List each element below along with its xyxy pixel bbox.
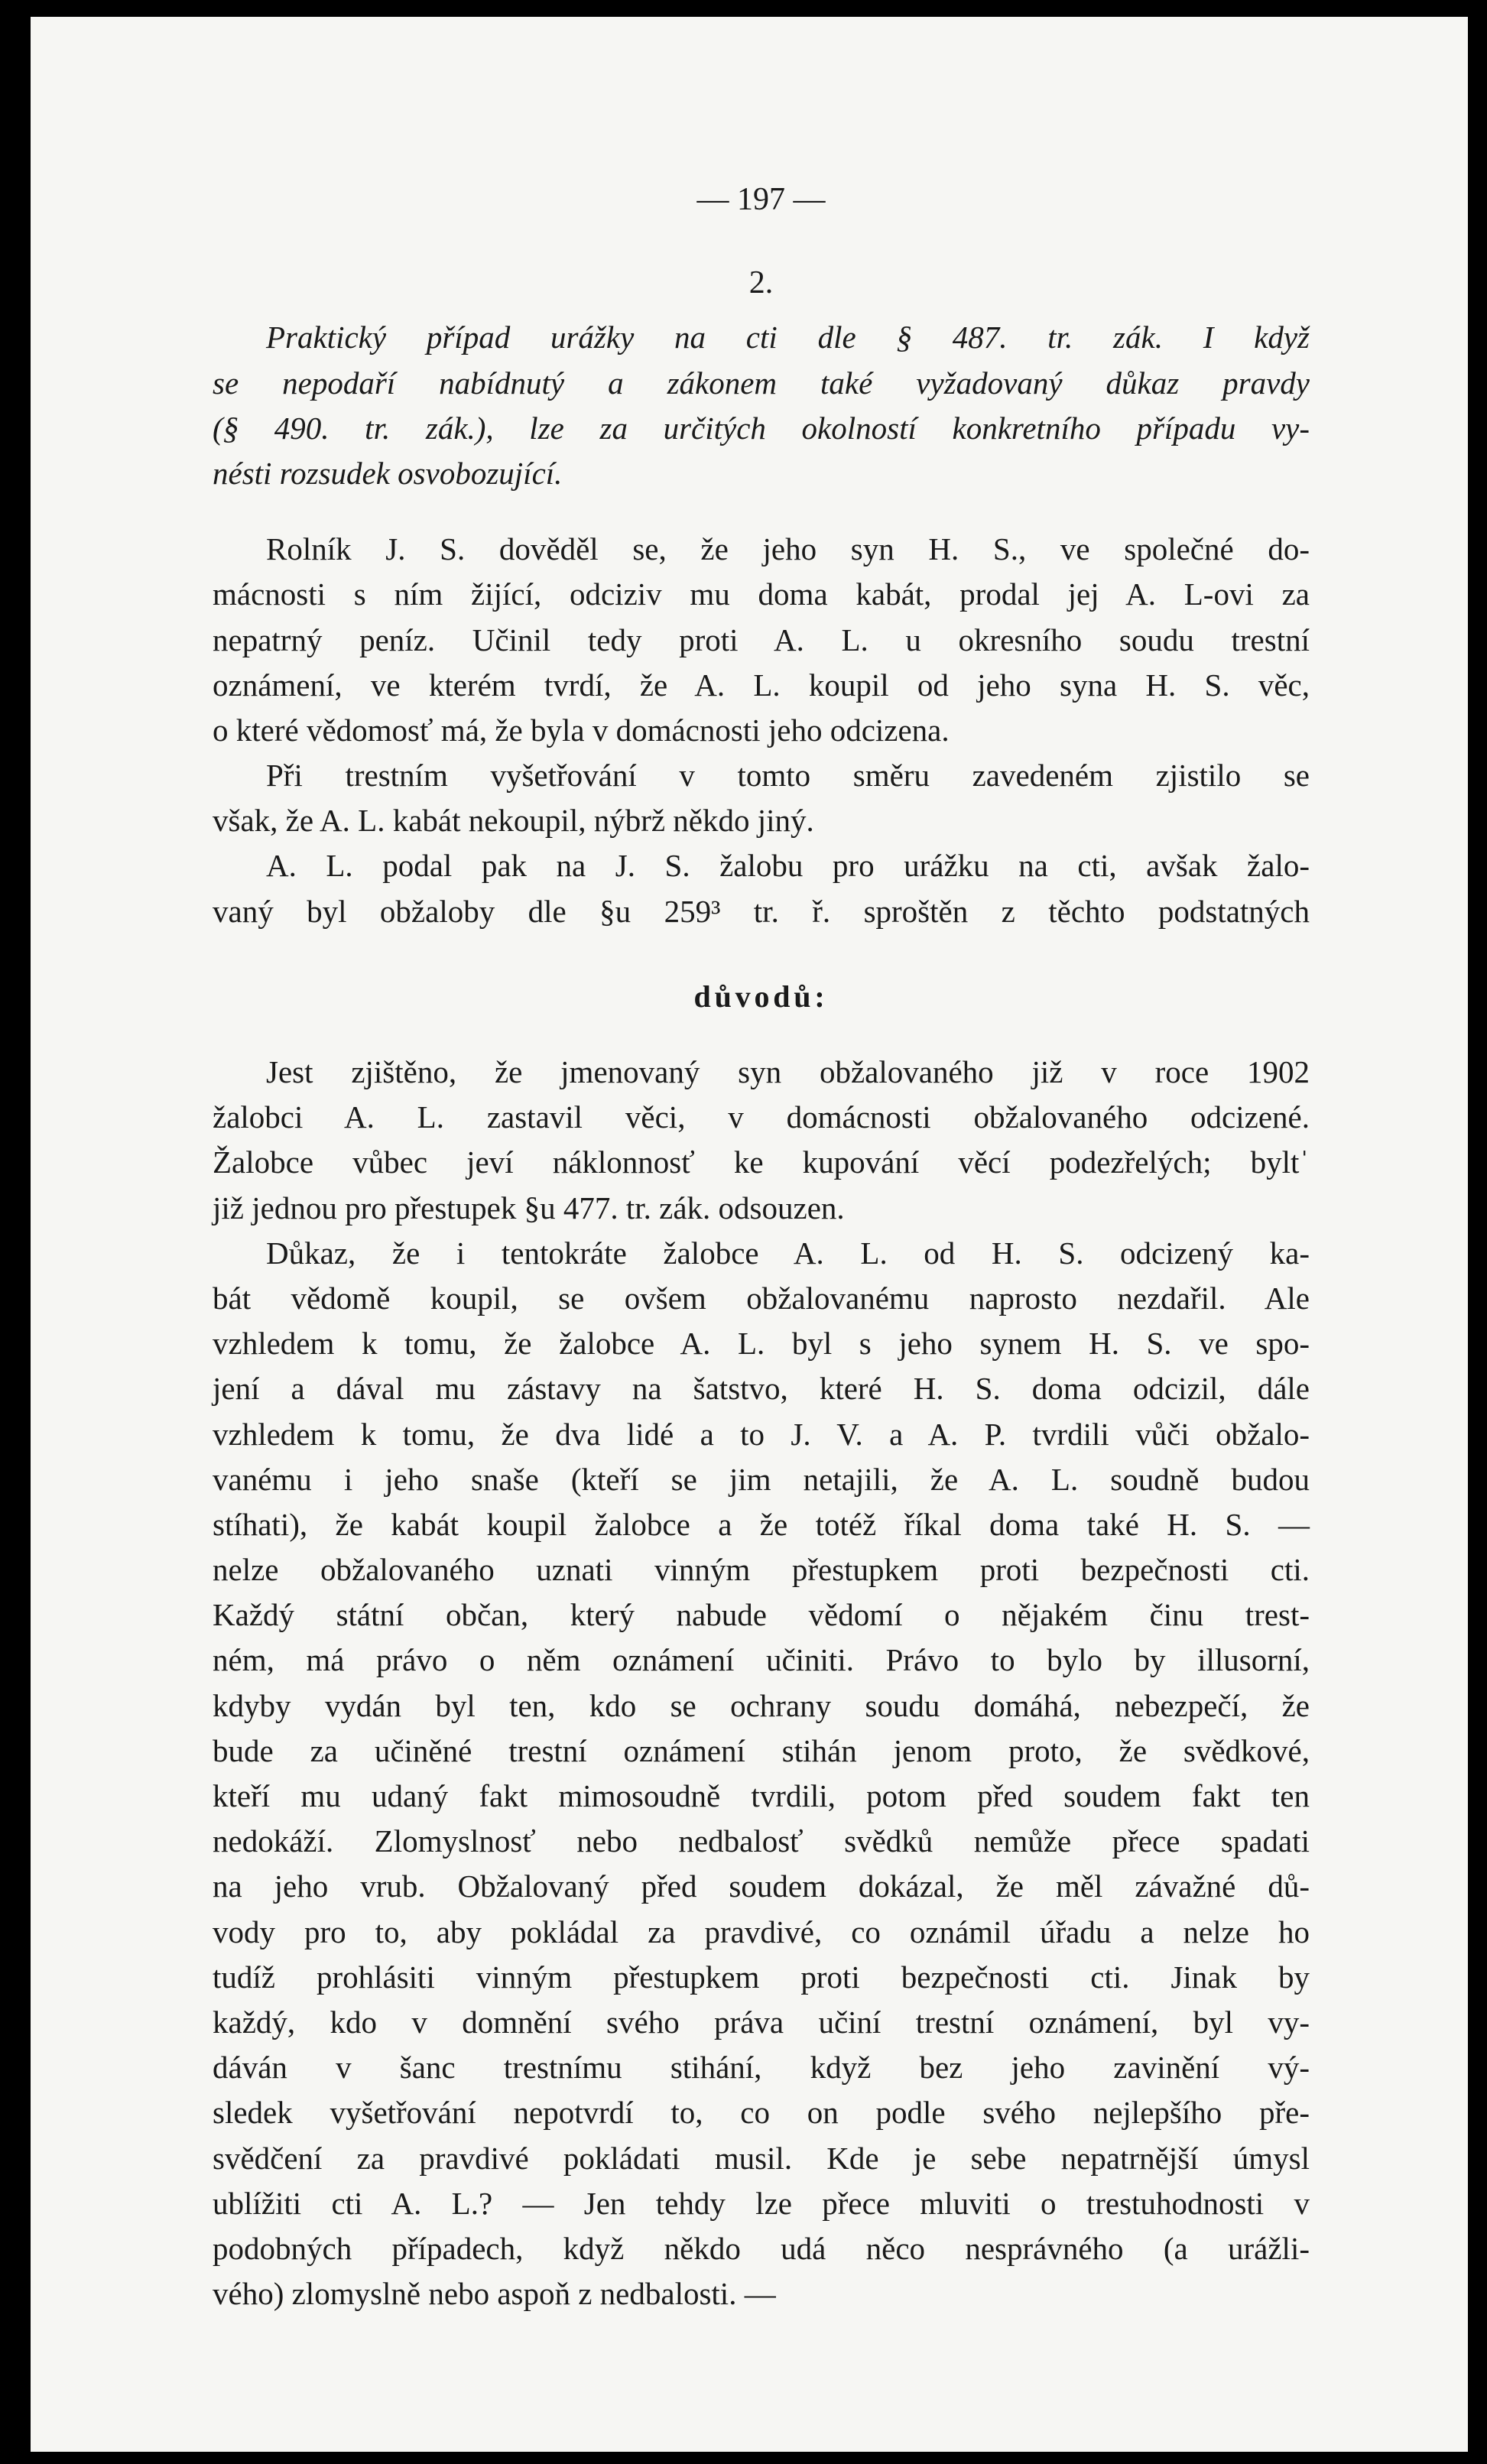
text-line: o které vědomosť má, že byla v domácnosti jeho odcizena. (213, 712, 950, 748)
section-heading (213, 315, 1310, 496)
text-line: ublížiti cti A. L.? — Jen tehdy lze přece mluviti o trestuhodnosti v (213, 2185, 1310, 2221)
text-line: vanému i jeho snaše (kteří se jim netajili, že A. L. soudně budou (213, 1461, 1310, 1497)
text-line: Při trestním vyšetřování v tomto směru zavedeném zjistilo se (266, 758, 1310, 794)
text-line: vzhledem k tomu, že dva lidé a to J. V. a A. P. tvrdili vůči obžalo- (213, 1416, 1310, 1452)
text-line: kteří mu udaný fakt mimosoudně tvrdili, potom před soudem fakt ten (213, 1778, 1310, 1813)
heading-line: se nepodaří nabídnutý a zákonem také vyžadovaný důkaz pravdy (213, 365, 1310, 401)
scanned-page (31, 17, 1468, 2452)
paragraph-3 (213, 843, 1310, 933)
text-line: tudíž prohlásiti vinným přestupkem proti bezpečnosti cti. Jinak by (213, 1959, 1310, 1995)
text-line: žalobci A. L. zastavil věci, v domácnosti obžalovaného odcizené. (213, 1099, 1310, 1135)
heading-line: Praktický případ urážky na cti dle § 487. tr. zák. I když (266, 320, 1310, 355)
text-line: mácnosti s ním žijící, odciziv mu doma kabát, prodal jej A. L-ovi za (213, 576, 1310, 612)
text-line: Rolník J. S. dověděl se, že jeho syn H. S., ve společné do- (266, 531, 1310, 567)
text-line: bát vědomě koupil, se ovšem obžalovanému naprosto nezdařil. Ale (213, 1280, 1310, 1316)
text-line: svědčení za pravdivé pokládati musil. Kde je sebe nepatrnější úmysl (213, 2140, 1310, 2176)
text-line: na jeho vrub. Obžalovaný před soudem dokázal, že měl závažné dů- (213, 1868, 1310, 1904)
text-line: nepatrný peníz. Učinil tedy proti A. L. u okresního soudu trestní (213, 622, 1310, 657)
page-number: — 197 — (696, 182, 826, 217)
paragraph-1 (213, 527, 1310, 753)
text-line: oznámení, ve kterém tvrdí, že A. L. koupil od jeho syna H. S. věc, (213, 667, 1310, 703)
text-line: podobných případech, když někdo udá něco nesprávného (a urážli- (213, 2230, 1310, 2266)
text-line: Žalobce vůbec jeví náklonnosť ke kupování věcí podezřelých; byltˈ (213, 1144, 1310, 1180)
paragraph-5 (213, 1231, 1310, 2317)
text-line: každý, kdo v domnění svého práva učiní trestní oznámení, byl vy- (213, 2004, 1310, 2040)
text-line: nelze obžalovaného uznati vinným přestupkem proti bezpečnosti cti. (213, 1552, 1310, 1588)
text-line: stíhati), že kabát koupil žalobce a že totéž říkal doma také H. S. — (213, 1506, 1310, 1542)
paragraph-4 (213, 1050, 1310, 1231)
page-content (213, 177, 1310, 2316)
text-line: kdyby vydán byl ten, kdo se ochrany soudu domáhá, nebezpečí, že (213, 1687, 1310, 1723)
text-line: již jednou pro přestupek §u 477. tr. zák. odsouzen. (213, 1190, 845, 1226)
text-line: vzhledem k tomu, že žalobce A. L. byl s jeho synem H. S. ve spo- (213, 1326, 1310, 1362)
text-line: Každý státní občan, který nabude vědomí o nějakém činu trest- (213, 1597, 1310, 1633)
text-line: vaný byl obžaloby dle §u 259³ tr. ř. sproštěn z těchto podstatných (213, 893, 1310, 929)
text-line: Jest zjištěno, že jmenovaný syn obžalovaného již v roce 1902 (266, 1054, 1310, 1089)
section-number: 2. (748, 265, 774, 301)
heading-line: (§ 490. tr. zák.), lze za určitých okolností konkretního případu vy- (213, 410, 1310, 446)
text-line: jení a dával mu zástavy na šatstvo, které H. S. doma odcizil, dále (213, 1371, 1310, 1407)
text-line: nedokáží. Zlomyslnosť nebo nedbalosť svědků nemůže přece spadati (213, 1823, 1310, 1859)
text-line: ném, má právo o něm oznámení učiniti. Právo to bylo by illusorní, (213, 1642, 1310, 1678)
text-line: dáván v šanc trestnímu stihání, když bez jeho zavinění vý- (213, 2050, 1310, 2086)
text-line: Důkaz, že i tentokráte žalobce A. L. od H. S. odcizený ka- (266, 1235, 1310, 1271)
paragraph-2 (213, 753, 1310, 843)
text-line: vého) zlomyslně nebo aspoň z nedbalosti. — (213, 2276, 776, 2312)
heading-line: nésti rozsudek osvobozující. (213, 455, 563, 491)
reasons-heading: důvodů: (693, 979, 829, 1014)
text-line: vody pro to, aby pokládal za pravdivé, co oznámil úřadu a nelze ho (213, 1914, 1310, 1949)
text-line: sledek vyšetřování nepotvrdí to, co on podle svého nejlepšího pře- (213, 2095, 1310, 2131)
text-line: A. L. podal pak na J. S. žalobu pro urážku na cti, avšak žalo- (266, 848, 1310, 884)
text-line: bude za učiněné trestní oznámení stihán jenom proto, že svědkové, (213, 1732, 1310, 1768)
text-line: však, že A. L. kabát nekoupil, nýbrž někdo jiný. (213, 803, 814, 839)
